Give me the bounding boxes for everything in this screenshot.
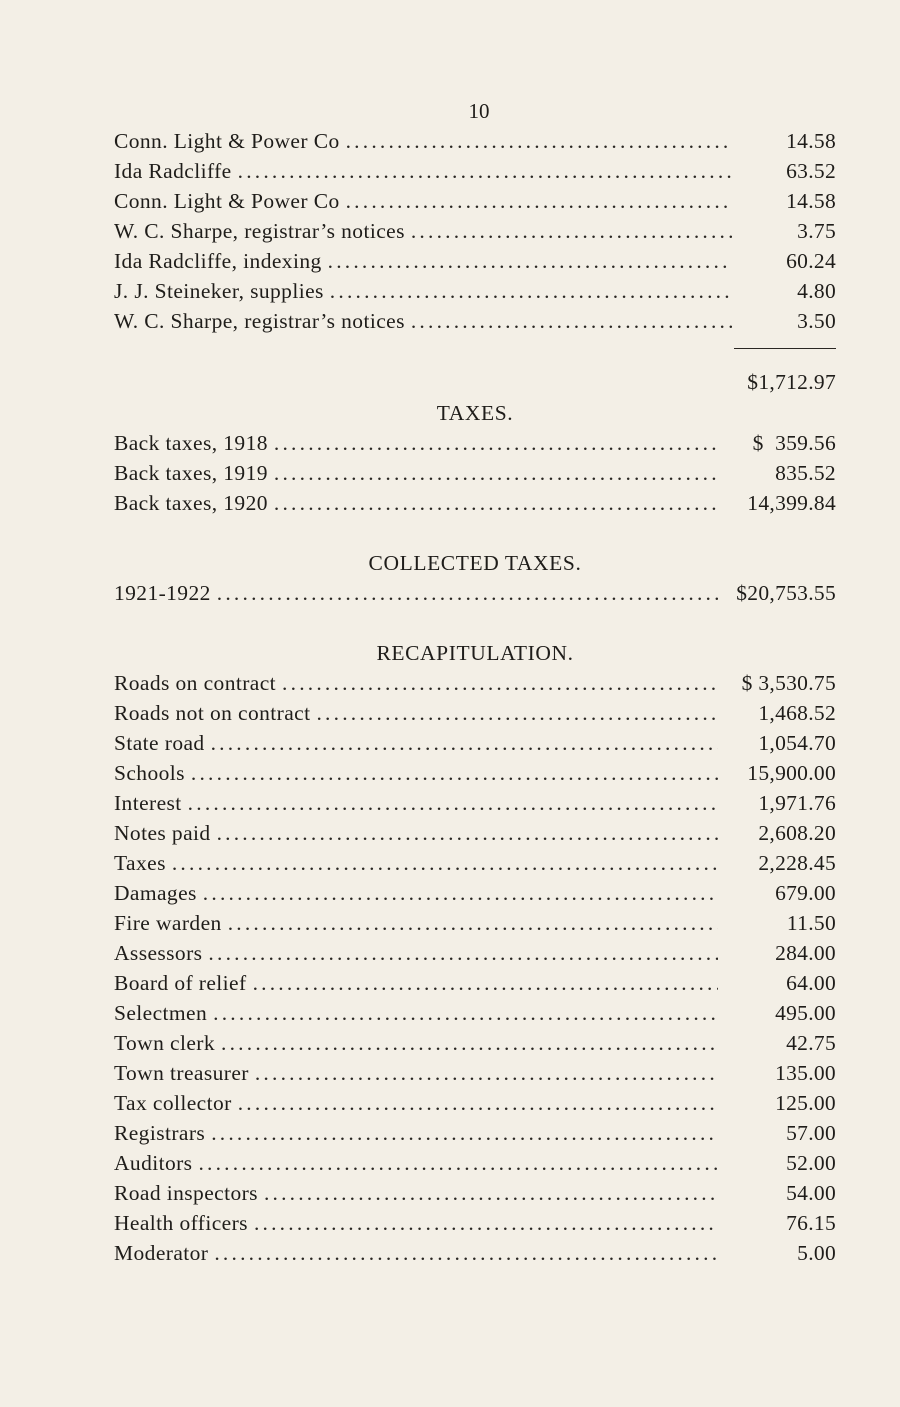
item-amount: 835.52 [775, 461, 836, 485]
leader-dots [208, 938, 718, 968]
item-amount: 14.58 [786, 189, 836, 213]
leader-dots [254, 1208, 718, 1238]
recap-list [114, 668, 836, 1268]
leader-dots [211, 1118, 718, 1148]
list-item [114, 728, 836, 758]
item-amount: 15,900.00 [747, 761, 836, 785]
item-label: Damages [114, 881, 197, 905]
item-amount: 57.00 [786, 1121, 836, 1145]
leader-dots [217, 818, 718, 848]
sum-rule-row [114, 336, 836, 366]
list-item [114, 276, 836, 306]
leader-dots [188, 788, 718, 818]
item-amount: 42.75 [786, 1031, 836, 1055]
item-amount: 14,399.84 [747, 491, 836, 515]
list-item [114, 186, 836, 216]
item-label: Board of relief [114, 971, 247, 995]
spacer [114, 518, 836, 548]
item-label: State road [114, 731, 205, 755]
sum-rule [734, 348, 836, 349]
list-item [114, 908, 836, 938]
list-item [114, 428, 836, 458]
item-amount: 1,468.52 [758, 701, 836, 725]
item-amount: 1,054.70 [758, 731, 836, 755]
list-item [114, 758, 836, 788]
item-amount: $ 3,530.75 [741, 671, 836, 695]
list-item [114, 788, 836, 818]
item-label: W. C. Sharpe, registrar’s notices [114, 309, 405, 333]
item-amount: 135.00 [775, 1061, 836, 1085]
item-label: Ida Radcliffe, indexing [114, 249, 322, 273]
leader-dots [255, 1058, 718, 1088]
item-label: Road inspectors [114, 1181, 258, 1205]
item-amount: 1,971.76 [758, 791, 836, 815]
list-item [114, 1238, 836, 1268]
list-item [114, 488, 836, 518]
list-item [114, 698, 836, 728]
leader-dots [264, 1178, 718, 1208]
item-amount: 54.00 [786, 1181, 836, 1205]
leader-dots [172, 848, 718, 878]
expenses-list [114, 126, 836, 336]
item-amount: 5.00 [797, 1241, 836, 1265]
item-label: Town clerk [114, 1031, 216, 1055]
item-amount: 76.15 [786, 1211, 836, 1235]
leader-dots [191, 758, 718, 788]
leader-dots [346, 186, 732, 216]
item-label: Back taxes, 1918 [114, 431, 268, 455]
item-label: Interest [114, 791, 182, 815]
list-item [114, 1088, 836, 1118]
item-label: Taxes [114, 851, 166, 875]
item-label: J. J. Steineker, supplies [114, 279, 324, 303]
item-amount: 11.50 [786, 911, 836, 935]
item-label: Moderator [114, 1241, 209, 1265]
item-label: Conn. Light & Power Co [114, 189, 340, 213]
item-label: Conn. Light & Power Co [114, 129, 340, 153]
item-amount: 63.52 [786, 159, 836, 183]
leader-dots [274, 428, 718, 458]
item-label: Schools [114, 761, 185, 785]
leader-dots [282, 668, 718, 698]
item-amount: 2,228.45 [758, 851, 836, 875]
item-amount: 3.50 [797, 309, 836, 333]
item-label: Back taxes, 1919 [114, 461, 268, 485]
item-amount: 2,608.20 [758, 821, 836, 845]
list-item [114, 1178, 836, 1208]
leader-dots [238, 156, 732, 186]
section-heading-recapitulation: RECAPITULATION. [376, 641, 574, 665]
leader-dots [328, 246, 732, 276]
leader-dots [217, 578, 718, 608]
leader-dots [211, 728, 718, 758]
spacer [114, 608, 836, 638]
section-heading-taxes: TAXES. [436, 401, 514, 425]
leader-dots [274, 488, 718, 518]
list-item [114, 938, 836, 968]
list-item [114, 968, 836, 998]
list-item [114, 1058, 836, 1088]
list-item [114, 306, 836, 336]
leader-dots [411, 216, 732, 246]
item-amount: $ 359.56 [752, 431, 836, 455]
item-amount: 125.00 [775, 1091, 836, 1115]
list-item [114, 1118, 836, 1148]
item-amount: $20,753.55 [736, 581, 836, 605]
item-label: 1921-1922 [114, 581, 211, 605]
leader-dots [214, 1238, 718, 1268]
item-label: Health officers [114, 1211, 248, 1235]
item-label: Ida Radcliffe [114, 159, 232, 183]
list-item [114, 216, 836, 246]
list-item [114, 1028, 836, 1058]
leader-dots [228, 908, 718, 938]
item-label: Roads on contract [114, 671, 277, 695]
item-amount: 52.00 [786, 1151, 836, 1175]
item-label: Registrars [114, 1121, 206, 1145]
leader-dots [221, 1028, 718, 1058]
leader-dots [213, 998, 718, 1028]
item-amount: 284.00 [775, 941, 836, 965]
list-item [114, 458, 836, 488]
list-item [114, 848, 836, 878]
leader-dots [316, 698, 718, 728]
page-number: 10 [468, 99, 490, 123]
item-amount: 64.00 [786, 971, 836, 995]
list-item [114, 998, 836, 1028]
item-label: Fire warden [114, 911, 222, 935]
ledger-page [114, 96, 836, 1268]
list-item [114, 246, 836, 276]
leader-dots [330, 276, 732, 306]
item-label: Back taxes, 1920 [114, 491, 268, 515]
expenses-total: $1,712.97 [747, 370, 836, 394]
list-item [114, 878, 836, 908]
item-label: Selectmen [114, 1001, 208, 1025]
leader-dots [411, 306, 732, 336]
item-label: W. C. Sharpe, registrar’s notices [114, 219, 405, 243]
item-amount: 4.80 [797, 279, 836, 303]
collected-list [114, 578, 836, 608]
item-label: Assessors [114, 941, 203, 965]
item-label: Roads not on contract [114, 701, 311, 725]
leader-dots [238, 1088, 718, 1118]
leader-dots [274, 458, 718, 488]
item-amount: 679.00 [775, 881, 836, 905]
item-label: Tax collector [114, 1091, 232, 1115]
leader-dots [198, 1148, 718, 1178]
item-label: Notes paid [114, 821, 211, 845]
list-item [114, 1208, 836, 1238]
list-item [114, 578, 836, 608]
item-amount: 14.58 [786, 129, 836, 153]
item-label: Auditors [114, 1151, 193, 1175]
list-item [114, 156, 836, 186]
item-amount: 495.00 [775, 1001, 836, 1025]
leader-dots [203, 878, 718, 908]
list-item [114, 818, 836, 848]
item-label: Town treasurer [114, 1061, 249, 1085]
item-amount: 3.75 [797, 219, 836, 243]
taxes-list [114, 428, 836, 518]
list-item [114, 126, 836, 156]
leader-dots [346, 126, 732, 156]
item-amount: 60.24 [786, 249, 836, 273]
leader-dots [253, 968, 718, 998]
list-item [114, 1148, 836, 1178]
section-heading-collected-taxes: COLLECTED TAXES. [368, 551, 582, 575]
list-item [114, 668, 836, 698]
